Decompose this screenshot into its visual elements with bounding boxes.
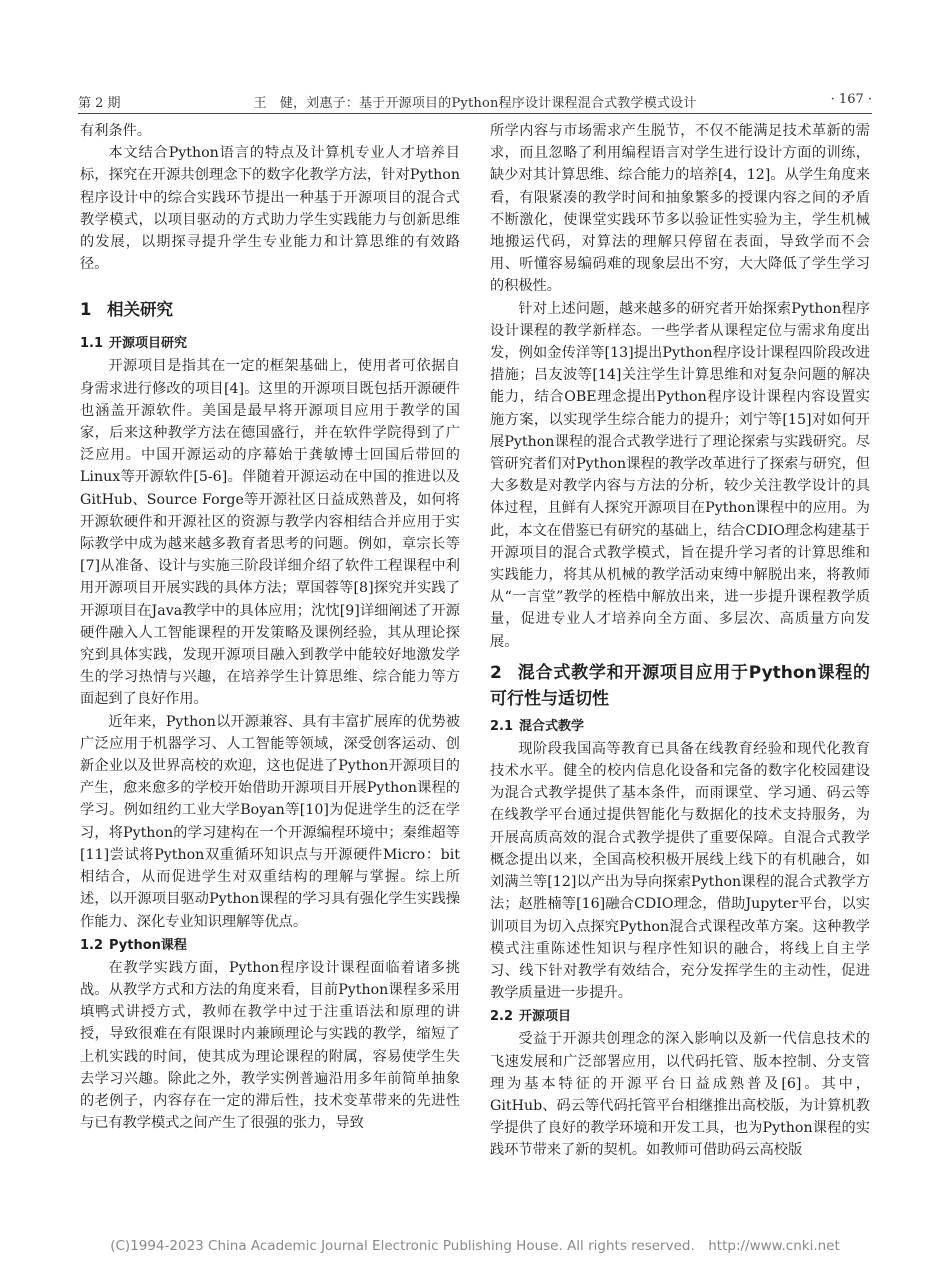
page-number: · 167 · [830, 92, 872, 107]
paragraph: 现阶段我国高等教育已具备在线教育经验和现代化教育技术水平。健全的校内信息化设备和完备的数字化校园建设为混合式教学提供了基本条件，而雨课堂、学习通、码云等在线教学平台通过提供智能化与数据化的技术支持服务，为开展高质高效的混合式教学提供了重要保障。自混合式教学概念提出以来，全国高校积极开展线上线下的有机融合，如刘满兰等[12]以产出为导向探索Python课程的混合式教学方法；赵胜楠等[16]融合CDIO理念，借助Jupyter平台，以实训项目为切入点探究Python混合式课程改革方案。这种教学模式注重陈述性知识与程序性知识的融合，将线上自主学习、线下针对教学有效结合，充分发挥学生的主动性，促进教学质量进一步提升。 [490, 740, 870, 1002]
section-title: 相关研究 [107, 300, 173, 320]
running-title: 王 健，刘惠子：基于开源项目的Python程序设计课程混合式教学模式设计 [253, 96, 697, 111]
section-number: 1 [80, 300, 92, 320]
subsection-heading-2-1 [490, 716, 870, 738]
paragraph: 受益于开源共创理念的深入影响以及新一代信息技术的飞速发展和广泛部署应用，以代码托管、版本控制、分支管理为基本特征的开源平台日益成熟普及[6]。其中，GitHub、码云等代码托管平台相继推出高校版，为计算机教学提供了良好的教学环境和开发工具，也为Python课程的实践环节带来了新的契机。如教师可借助码云高校版 [490, 1031, 870, 1159]
paragraph: 开源项目是指其在一定的框架基础上，使用者可依据自身需求进行修改的项目[4]。这里的开源项目既包括开源硬件也涵盖开源软件。美国是最早将开源项目应用于教学的国家，后来这种教学方法在德国盛行，并在软件学院得到了广泛应用。中国开源运动的序幕始于龚敏博士回国后带回的Linux等开源软件[5-6]。伴随着开源运动在中国的推进以及GitHub、Source Forge等开源社区日益成熟普及，如何将开源软硬件和开源社区的资源与教学内容相结合并应用于实际教学中成为越来越多教育者思考的问题。例如，章宗长等[7]从准备、设计与实施三阶段详细介绍了软件工程课程中利用开源项目开展实践的具体方法；覃国蓉等[8]探究并实践了开源项目在Java教学中的具体应用；沈忱[9]详细阐述了开源硬件融入人工智能课程的开发策略及课例经验，其从理论探究到具体实践，发现开源项目融入到教学中能较好地激发学生的学习热情与兴趣，在培养学生计算思维、综合能力等方面起到了良好作用。 [80, 358, 460, 708]
subsection-title: Python课程 [109, 937, 187, 953]
right-column [490, 120, 870, 1162]
subsection-number: 2.1 [490, 718, 514, 734]
section-number: 2 [490, 662, 502, 683]
subsection-number: 2.2 [490, 1009, 514, 1025]
subsection-title: 开源项目研究 [109, 336, 188, 352]
subsection-heading-1-2 [80, 935, 460, 957]
subsection-number: 1.1 [80, 336, 104, 352]
section-heading-1 [80, 298, 460, 322]
subsection-number: 1.2 [80, 937, 104, 953]
copyright-footer: (C)1994-2023 China Academic Journal Electronic Publishing House. All rights reserved. http://www.cnki.net [110, 1238, 840, 1254]
subsection-heading-2-2 [490, 1006, 870, 1028]
paragraph: 所学内容与市场需求产生脱节，不仅不能满足技术革新的需求，而且忽略了利用编程语言对学生进行设计方面的训练，缺少对其计算思维、综合能力的培养[4，12]。从学生角度来看，有限紧凑的教学时间和抽象繁多的授课内容之间的矛盾不断激化，使课堂实践环节多以验证性实验为主，学生机械地搬运代码，对算法的理解只停留在表面，导致学而不会用、听懂容易编码难的现象层出不穷，大大降低了学生学习的积极性。 [490, 123, 870, 295]
paragraph: 有利条件。 [80, 123, 151, 139]
left-column [80, 120, 460, 1134]
paragraph: 近年来，Python以开源兼容、具有丰富扩展库的优势被广泛应用于机器学习、人工智能等领域，深受创客运动、创新企业以及世界高校的欢迎，这也促进了Python开源项目的产生，愈来愈多的学校开始借助开源项目开展Python课程的学习。例如纽约工业大学Boyan等[10]为促进学生的泛在学习，将Python的学习建构在一个开源编程环境中；秦维超等[11]尝试将Python双重循环知识点与开源硬件Micro：bit相结合，从而促进学生对双重结构的理解与掌握。综上所述，以开源项目驱动Python课程的学习具有强化学生实践操作能力、深化专业知识理解等优点。 [80, 713, 460, 930]
paragraph: 本文结合Python语言的特点及计算机专业人才培养目标，探究在开源共创理念下的数字化教学方法，针对Python程序设计中的综合实践环节提出一种基于开源项目的混合式教学模式，以项目驱动的方式助力学生实践能力与创新思维的发展，以期探寻提升学生专业能力和计算思维的有效路径。 [80, 145, 460, 273]
running-header [78, 92, 872, 114]
subsection-title: 开源项目 [519, 1009, 572, 1025]
issue-number: 第 2 期 [78, 96, 121, 111]
section-heading-2 [490, 660, 870, 712]
subsection-title: 混合式教学 [519, 718, 585, 734]
header-rule [78, 113, 872, 114]
paragraph: 在教学实践方面，Python程序设计课程面临着诸多挑战。从教学方式和方法的角度来看，目前Python课程多采用填鸭式讲授方式，教师在教学中过于注重语法和原理的讲授，导致很难在有限课时内兼顾理论与实践的教学，缩短了上机实践的时间，使其成为理论课程的附属，容易使学生失去学习兴趣。除此之外，教学实例普遍沿用多年前简单抽象的老例子，内容存在一定的滞后性，技术变革带来的先进性与已有教学模式之间产生了很强的张力，导致 [80, 959, 460, 1132]
section-title: 混合式教学和开源项目应用于Python课程的可行性与适切性 [490, 662, 870, 709]
subsection-heading-1-1 [80, 333, 460, 355]
paragraph: 针对上述问题，越来越多的研究者开始探索Python程序设计课程的教学新样态。一些学者从课程定位与需求角度出发，例如金传洋等[13]提出Python程序设计课程四阶段改进措施；吕友波等[14]关注学生计算思维和对复杂问题的解决能力，结合OBE理念提出Python程序设计课程内容设置实施方案，以实现学生综合能力的提升；刘宁等[15]对如何开展Python课程的混合式教学进行了理论探索与实践研究。尽管研究者们对Python课程的教学改革进行了探索与研究，但大多数是对教学内容与方法的分析，较少关注教学设计的具体过程，且鲜有人探究开源项目在Python课程中的应用。为此，本文在借鉴已有研究的基础上，结合CDIO理念构建基于开源项目的混合式教学模式，旨在提升学习者的计算思维和实践能力，将其从机械的教学活动束缚中解脱出来，将教师从“一言堂”教学的桎梏中解放出来，进一步提升课程教学质量，促进专业人才培养向全方面、多层次、高质量方向发展。 [490, 300, 870, 650]
